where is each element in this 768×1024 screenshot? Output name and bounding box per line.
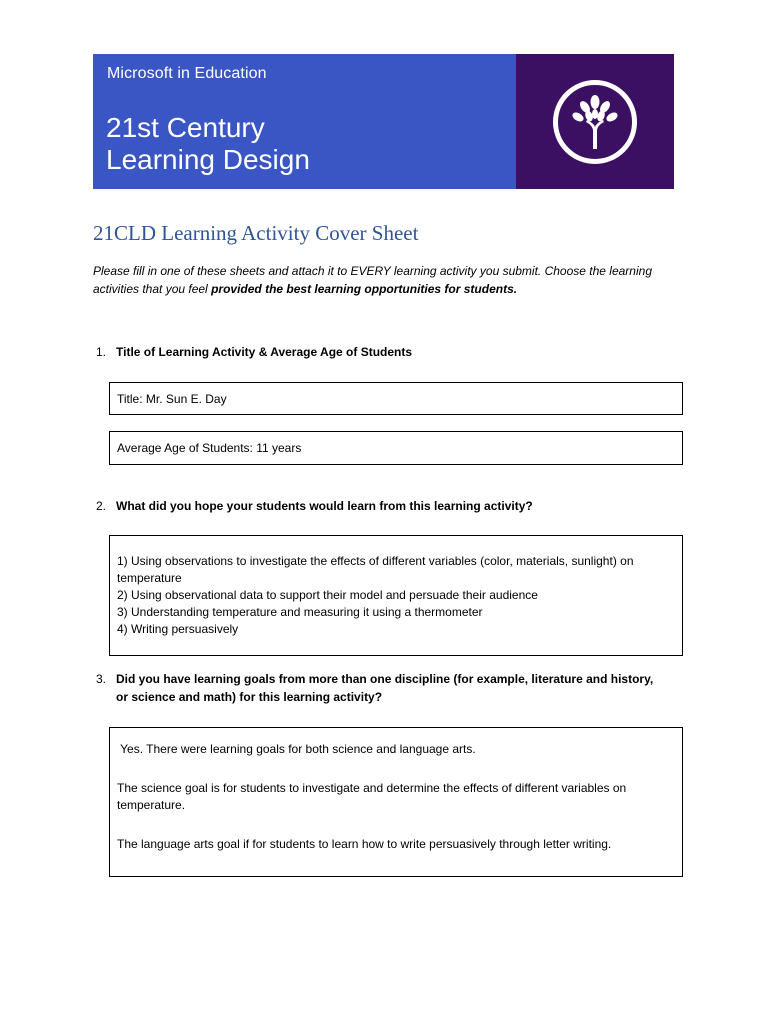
answer-box-title[interactable] bbox=[109, 382, 683, 415]
answer-text: Average Age of Students: 11 years bbox=[117, 441, 302, 455]
intro-paragraph bbox=[93, 262, 683, 298]
answer-line: 3) Understanding temperature and measuring it using a thermometer bbox=[117, 605, 483, 619]
question-number: 2. bbox=[96, 499, 107, 513]
answer-line: 2) Using observational data to support their model and persuade their audience bbox=[117, 588, 538, 602]
question-number: 3. bbox=[96, 672, 107, 686]
product-title-line2: Learning Design bbox=[106, 144, 310, 175]
question-text: Title of Learning Activity & Average Age of Students bbox=[116, 345, 413, 359]
product-title-line1: 21st Century bbox=[106, 112, 265, 143]
banner-text-panel bbox=[93, 54, 516, 189]
intro-text: Please fill in one of these sheets and attach it to EVERY learning activity you submit. Choose the learning activities that you feel bbox=[93, 264, 652, 296]
tree-icon bbox=[566, 93, 624, 151]
brand-name: Microsoft in Education bbox=[107, 65, 267, 82]
answer-box-age[interactable] bbox=[109, 431, 683, 465]
question-3 bbox=[96, 670, 656, 706]
question-text: What did you hope your students would learn from this learning activity? bbox=[116, 499, 533, 513]
logo-ring bbox=[553, 80, 637, 164]
question-1 bbox=[96, 343, 656, 361]
document-title: 21CLD Learning Activity Cover Sheet bbox=[93, 221, 419, 245]
answer-box-disciplines[interactable] bbox=[109, 727, 683, 877]
banner-logo-panel bbox=[516, 54, 674, 189]
question-2 bbox=[96, 497, 656, 515]
answer-box-learning-outcomes[interactable] bbox=[109, 535, 683, 656]
question-text: Did you have learning goals from more than one discipline (for example, literature and history, or science and math) for this learning activity? bbox=[116, 672, 654, 704]
header-banner bbox=[93, 54, 674, 189]
intro-emphasis: provided the best learning opportunities for students. bbox=[211, 282, 518, 296]
answer-paragraph: Yes. There were learning goals for both science and language arts. bbox=[117, 742, 476, 756]
answer-text: Title: Mr. Sun E. Day bbox=[117, 392, 227, 406]
answer-line: 4) Writing persuasively bbox=[117, 622, 239, 636]
answer-line: 1) Using observations to investigate the effects of different variables (color, materials, sunlight) on temperature bbox=[117, 554, 634, 585]
product-title bbox=[106, 112, 310, 176]
question-number: 1. bbox=[96, 345, 107, 359]
answer-paragraph: The science goal is for students to investigate and determine the effects of different variables on temperature. bbox=[117, 781, 627, 812]
answer-paragraph: The language arts goal if for students to learn how to write persuasively through letter writing. bbox=[117, 837, 612, 851]
